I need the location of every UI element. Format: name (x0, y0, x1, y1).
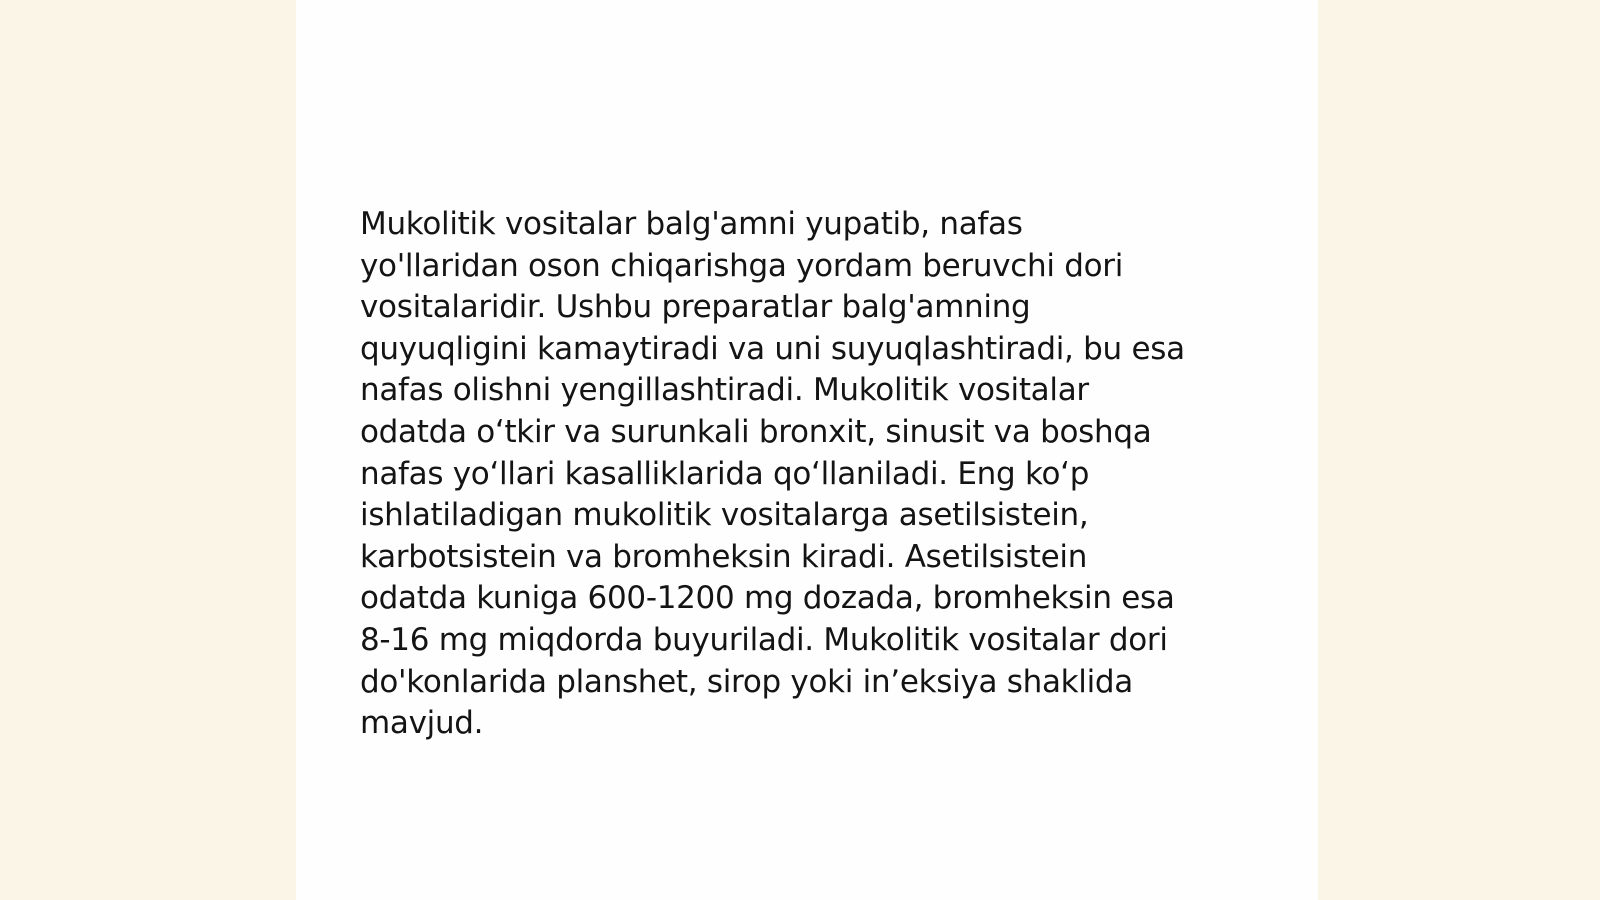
right-margin-panel (1318, 0, 1600, 900)
slide-page (296, 0, 1318, 900)
left-margin-panel (0, 0, 296, 900)
slide-body-text: Mukolitik vositalar balg'amni yupatib, nafas yo'llaridan oson chiqarishga yordam beruvchi dori vositalaridir. Ushbu preparatlar balg'amning quyuqligini kamaytiradi va uni suyuqlashtiradi, bu esa nafas olishni yengillashtiradi. Mukolitik vositalar odatda o‘tkir va surunkali bronxit, sinusit va boshqa nafas yo‘llari kasalliklarida qo‘llaniladi. Eng ko‘p ishlatiladigan mukolitik vositalarga asetilsistein, karbotsistein va bromheksin kiradi. Asetilsistein odatda kuniga 600-1200 mg dozada, bromheksin esa 8-16 mg miqdorda buyuriladi. Mukolitik vositalar dori do'konlarida planshet, sirop yoki in’eksiya shaklida mavjud. (360, 206, 1185, 742)
